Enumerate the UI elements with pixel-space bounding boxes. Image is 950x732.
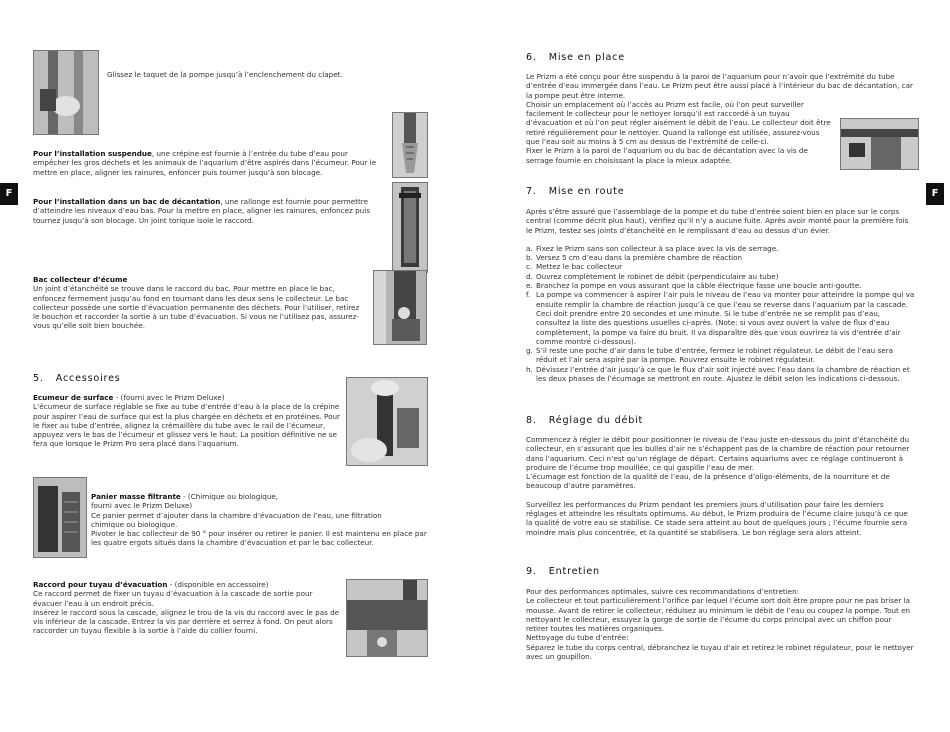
startup-steps-list: [526, 244, 916, 383]
suspended-install-text: [33, 149, 379, 177]
section-9-line: Séparez le tube du corps central, débranchez le tuyau d’air et retirez le robinet régulateur, pour le nettoyer avec un goupillon.: [526, 642, 914, 662]
startup-step: a. Fixez le Prizm sans son collecteur à sa place avec la vis de serrage.: [526, 243, 779, 253]
startup-step: f. La pompe va commencer à aspirer l’air puis le niveau de l’eau va monter pour atteindre la pompe qui va ensuite remplir la chambre de réaction jusqu’à ce que l’eau se reverse dans l’aquarium par la cascade. Ceci doit prendre entre 20 secondes et une minute. Si le tube d’entrée ne se remplit pas d’eau, consultez la liste des questions usuelles ci-après. (Note: si vous avez ouvert la valve de flux d’eau complètement, la pompe va faire du bruit. Il va disparaître dès que vous ouvrirez la vis d’entrée d’air comme montré ci-dessous).: [526, 290, 915, 346]
suspended-install-title: Pour l’installation suspendue: [33, 149, 152, 158]
section-5-title: Accessoires: [55, 373, 121, 384]
section-8-number: 8.: [526, 415, 537, 426]
section-8-body: [526, 435, 916, 537]
surface-skimmer-body: L’écumeur de surface réglable se fixe au tube d’entrée d’eau à la place de la crépine pour aspirer l’eau de surface qui est la plus chargée en déchets et en protéines. Pour le fixer au tube d’entrée, alignez la crémaillère du tube avec le rail de l’écumeur, appuyez vers le bas de l’écumeur et glissez vers le haut. La position définitive ne se fera que lorsque le Prizm Pro sera placé dans l’aquarium.: [33, 402, 340, 449]
photo-mounted-skimmer: [840, 118, 919, 170]
surface-skimmer-note: - (fourni avec le Prizm Deluxe): [113, 393, 225, 402]
section-7-title: Mise en route: [548, 186, 625, 197]
section-8-heading: [526, 415, 643, 426]
section-6-heading: [526, 52, 625, 63]
section-9-line: Nettoyage du tube d’entrée:: [526, 633, 629, 643]
drain-fitting-text: [33, 580, 343, 636]
startup-step: h. Dévissez l’entrée d’air jusqu’à ce que le flux d’air soit injecté avec l’eau dans la chambre de réaction et les deux phases de l’écumage se mettront en route. Ajustez le débit selon les indications ci-dessous.: [526, 364, 910, 384]
section-6-title: Mise en place: [548, 52, 625, 63]
photo-surface-skimmer: [346, 377, 428, 466]
section-8-paragraph-2: L’écumage est fonction de la qualité de l’eau, de la présence d’oligo-éléments, de la nourriture et de beaucoup d’autre paramètres.: [526, 472, 890, 491]
media-basket-note: - (Chimique ou biologique, fourni avec le Prizm Deluxe): [91, 492, 279, 511]
collection-cup-text: [33, 275, 363, 331]
photo-strainer: [392, 112, 428, 178]
section-8-paragraph-3: Surveillez les performances du Prizm pendant les premiers jours d’utilisation pour faire les derniers réglages et atteindre les résultats optimums. Au début, le Prizm produira de l’écume claire jusqu’à ce que la qualité de votre eau se stabilise. Ce stade sera atteint au bout de quelques jours ; l’écume fournie sera moindre mais plus concentrée, et la quantité se stabilisera. Le bon réglage sera alors atteint.: [526, 499, 908, 537]
startup-step: e. Branchez la pompe en vous assurant que la câble électrique fasse une boucle anti-goutte.: [526, 281, 862, 291]
section-7-intro: Après s’être assuré que l’assemblage de la pompe et du tube d’entrée soient bien en place sur le corps central (comme décrit plus haut), vérifiez qu’il n’y a aucune fuite. Après avoir monté pour la première fois le Prizm, testez ses joints d’étanchéité en le remplissant d’eau au dessus d’un évier.: [526, 207, 909, 235]
section-8-paragraph-1: Commencez à régler le débit pour positionner le niveau de l’eau juste en-dessous du joint d’étanchéité du collecteur, en s’assurant que les bulles d’air ne s’échappent pas de la chambre de réaction pour retourner dans l’aquarium. Ceci n’est qu’un réglage de départ. Certains aquariums avec ce réglage continueront à produire de l’écume trop mouillée, ce qui gaspille l’eau de mer.: [526, 435, 910, 472]
section-6-number: 6.: [526, 52, 537, 63]
drain-fitting-body-2: Insérez le raccord sous la cascade, alignez le trou de la vis du raccord avec le pas de vis inférieur de la cascade. Entrez la vis par derrière et serrez à fond. On peut alors raccorder un tuyau flexible à la sortie à l’aide du collier fourni.: [33, 607, 340, 636]
startup-step: g. S’il reste une poche d’air dans le tube d’entrée, fermez le robinet régulateur. Le débit de l’eau sera réduit et l’air sera aspiré par la pompe. Rouvrez ensuite le robinet régulateur.: [526, 346, 894, 365]
section-5-heading: [33, 373, 121, 384]
photo-extension-tube: [392, 182, 428, 273]
collection-cup-title: Bac collecteur d’écume: [33, 275, 128, 284]
section-9-line: Pour des performances optimales, suivre ces recommandations d’entretien:: [526, 587, 800, 596]
section-9-heading: [526, 566, 600, 577]
section-8-title: Réglage du débit: [548, 415, 644, 426]
section-9-number: 9.: [526, 566, 537, 577]
startup-step: d. Ouvrez complètement le robinet de débit (perpendiculaire au tube): [526, 271, 779, 281]
photo-drain-fitting: [346, 579, 428, 657]
section-5-number: 5.: [33, 373, 44, 384]
section-9-body: [526, 587, 916, 661]
media-basket-title: Panier masse filtrante: [91, 492, 181, 501]
section-9-title: Entretien: [548, 566, 600, 577]
drain-fitting-title: Raccord pour tuyau d’évacuation: [33, 580, 168, 589]
language-tab-right: F: [926, 183, 944, 205]
media-basket-body-2: Pivoter le bac collecteur de 90 ° pour insérer ou retirer le panier. Il est maintenu en place par les quatre ergots situés dans la chambre d’évacuation et par le bac collecteur.: [91, 529, 427, 548]
section-6-paragraph-2: Choisir un emplacement où l’accès au Prizm est facile, où l’on peut surveiller facilement le collecteur pour le nettoyer lorsqu’il est raccordé à un tuyau d’évacuation et où l’on peut régler aisément le débit de l’eau. Le collecteur doit être retiré régulièrement pour le nettoyer. Quand la rallonge est utilisée, assurez-vous que l’eau soit au moins à 5 cm au dessus de l’extrémité de celle-ci.: [526, 99, 831, 147]
section-7-heading: [526, 186, 624, 197]
surface-skimmer-title: Ecumeur de surface: [33, 393, 114, 402]
section-6-paragraph-1: Le Prizm a été conçu pour être suspendu à la paroi de l’aquarium pour n’avoir que l’extrémité du tube d’entrée d’eau immergée dans l’eau. Le Prizm peut être aussi placé à l’intérieur du bac de décantation, car la pompe peut être interne.: [526, 72, 913, 100]
clip-caption: Glissez le taquet de la pompe jusqu’à l’enclenchement du clapet.: [107, 70, 343, 79]
startup-step: c. Mettez le bac collecteur: [526, 262, 623, 272]
photo-pump-clip: [33, 50, 99, 135]
media-basket-body-1: Ce panier permet d’ajouter dans la chambre d’évacuation de l’eau, une filtration chimique ou biologique.: [91, 510, 382, 529]
drain-fitting-body-1: Ce raccord permet de fixer un tuyau d’évacuation à la cascade de sortie pour évacuer l’eau à un endroit précis.: [33, 589, 313, 608]
collection-cup-body: Un joint d’étanchéité se trouve dans le raccord du bac. Pour mettre en place le bac, enfoncez fermement jusqu’au fond en tournant dans les deux sens le collecteur. Le bac collecteur possède une sortie d’évacuation permanente des déchets. Pour l’utiliser, retirez le bouchon et raccorder la sortie à un tube d’évacuation. Si vous ne l’utilisez pas, assurez-vous qu’elle soit bien bouchée.: [33, 284, 360, 331]
language-tab-left: F: [0, 183, 18, 205]
section-7-body: [526, 207, 916, 383]
photo-collection-cup: [373, 270, 427, 345]
surface-skimmer-text: [33, 393, 343, 449]
suspended-install-body: , une crépine est fournie à l’entrée du tube d’eau pour empêcher les gros déchets et les animaux de l’aquarium d’être aspirés dans l’écumeur. Pour le mettre en place, aligner les rainures, enfoncer puis tourner jusqu’à son blocage.: [33, 149, 377, 177]
section-6-paragraph-3: Fixer le Prizm à la paroi de l’aquarium ou du bac de décantation avec la vis de serrage fournie en choisissant la place la mieux adaptée.: [526, 146, 808, 165]
sump-install-title: Pour l’installation dans un bac de décantation: [33, 197, 221, 206]
sump-install-text: [33, 197, 381, 225]
startup-step: b. Versez 5 cm d’eau dans la première chambre de réaction: [526, 253, 743, 263]
section-9-line: Le collecteur et tout particulièrement l’orifice par lequel l’écume sort doit être propre pour ne pas briser la mousse. Avant de retirer le collecteur, réduisez au minimum le débit de l’eau ou coupez la pompe. Tout en nettoyant le collecteur, essuyez la gorge de sortie de l’écume du corps principal avec un chiffon pour retirer toutes les matières organiques.: [526, 596, 911, 634]
section-7-number: 7.: [526, 186, 537, 197]
media-basket-text: [91, 492, 431, 548]
sump-install-body: , une rallonge est fournie pour permettre d’atteindre les niveaux d’eau bas. Pour la mettre en place, aligner les rainures, enfoncez puis tournez jusqu’à son blocage. Un joint torique isole le raccord.: [33, 197, 370, 225]
drain-fitting-note: - (disponible en accessoire): [167, 580, 269, 589]
photo-media-basket: [33, 477, 87, 558]
